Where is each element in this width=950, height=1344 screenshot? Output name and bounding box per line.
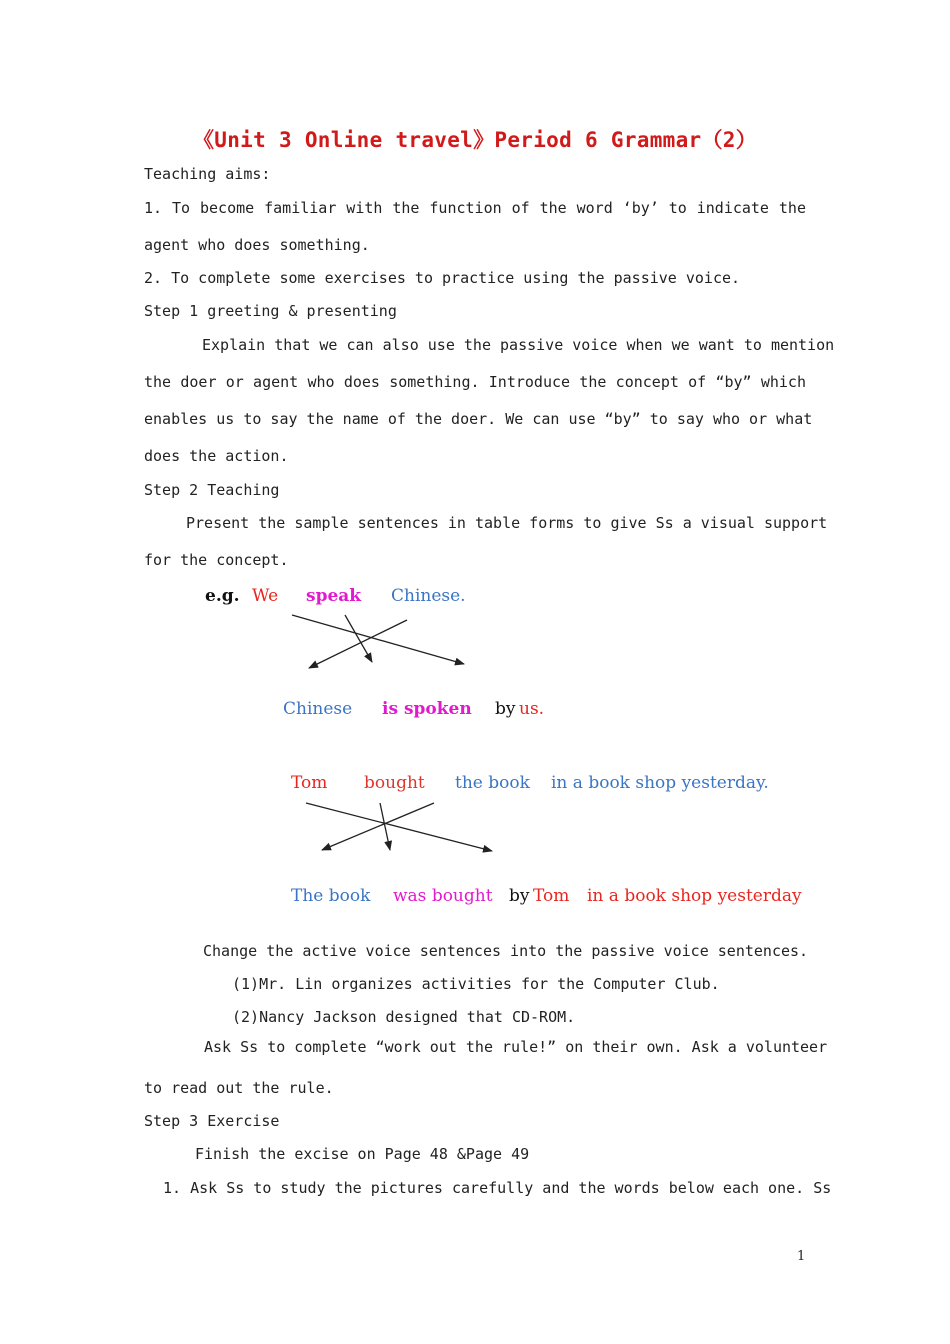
- arrow-2-verb-to-passive-verb: [380, 803, 390, 850]
- example-1-object: Chinese.: [391, 586, 466, 606]
- example-2-passive-adverbial: in a book shop yesterday: [587, 886, 802, 906]
- example-2-passive-subject: The book: [291, 886, 371, 906]
- exercise-item-2: (2)Nancy Jackson designed that CD-ROM.: [232, 1008, 576, 1026]
- example-2-object: the book: [455, 773, 530, 793]
- aim-2: 2. To complete some exercises to practice using the passive voice.: [144, 269, 741, 287]
- exercise-item-1: (1)Mr. Lin organizes activities for the Computer Club.: [232, 975, 720, 993]
- example-2-agent: Tom: [533, 886, 570, 906]
- step-1-paragraph-line-3: enables us to say the name of the doer. We can use “by” to say who or what: [144, 410, 813, 428]
- example-2-by: by: [509, 886, 530, 906]
- example-1-agent: us.: [519, 699, 545, 719]
- example-2-subject: Tom: [291, 773, 328, 793]
- step-1-paragraph-line-2: the doer or agent who does something. Introduce the concept of “by” which: [144, 373, 806, 391]
- example-1-passive-verb: is spoken: [382, 699, 472, 719]
- example-1-verb: speak: [306, 586, 362, 606]
- step-3-heading: Step 3 Exercise: [144, 1112, 280, 1130]
- example-2-verb: bought: [364, 773, 425, 793]
- example-1-passive-subject: Chinese: [283, 699, 353, 719]
- step-2-paragraph-line-1: Present the sample sentences in table forms to give Ss a visual support: [186, 514, 828, 532]
- step-2-paragraph-line-2: for the concept.: [144, 551, 289, 569]
- aim-1-line-1: 1. To become familiar with the function of the word ‘by’ to indicate the: [144, 199, 806, 217]
- change-instruction: Change the active voice sentences into the passive voice sentences.: [203, 942, 809, 960]
- eg-label: e.g.: [205, 586, 240, 606]
- ask-line-2: to read out the rule.: [144, 1079, 334, 1097]
- example-1-by: by: [495, 699, 516, 719]
- step-1-paragraph-line-4: does the action.: [144, 447, 289, 465]
- aim-1-line-2: agent who does something.: [144, 236, 370, 254]
- example-2-adverbial: in a book shop yesterday.: [551, 773, 769, 793]
- step-1-paragraph-line-1: Explain that we can also use the passive voice when we want to mention: [202, 336, 835, 354]
- exercise-1-line: 1. Ask Ss to study the pictures carefully and the words below each one. Ss: [163, 1179, 832, 1197]
- finish-instruction: Finish the excise on Page 48 &Page 49: [195, 1145, 530, 1163]
- arrow-2-object-to-passive-subject: [322, 803, 434, 850]
- arrow-subject-to-agent: [292, 615, 464, 664]
- example-1-subject: We: [252, 586, 279, 606]
- step-2-heading: Step 2 Teaching: [144, 481, 280, 499]
- page-number: 1: [797, 1249, 806, 1264]
- step-1-heading: Step 1 greeting & presenting: [144, 302, 397, 320]
- arrow-2-subject-to-agent: [306, 803, 492, 851]
- ask-line-1: Ask Ss to complete “work out the rule!” on their own. Ask a volunteer: [204, 1038, 828, 1056]
- page-title: 《Unit 3 Online travel》Period 6 Grammar（2）: [192, 128, 758, 152]
- teaching-aims-label: Teaching aims:: [144, 165, 271, 183]
- example-2-passive-verb: was bought: [393, 886, 493, 906]
